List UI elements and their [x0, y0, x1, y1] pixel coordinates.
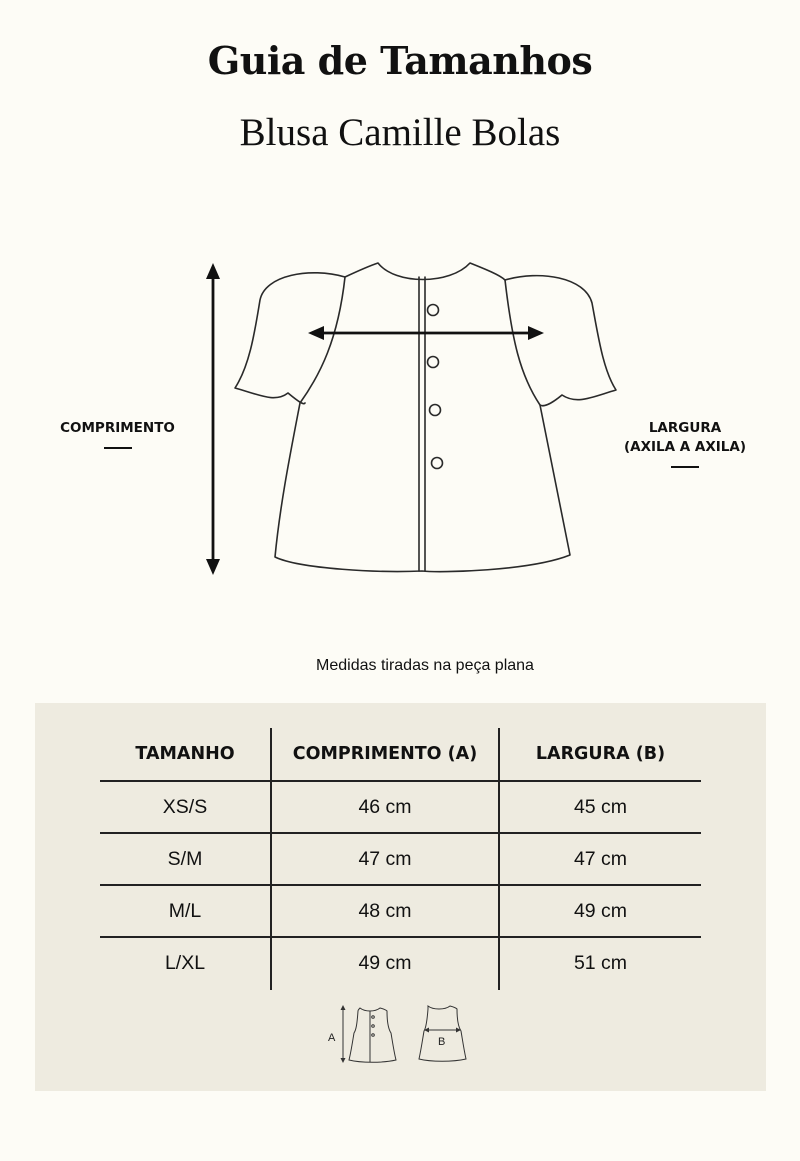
- row-2-width: 47 cm: [573, 848, 628, 870]
- row-2-length: 47 cm: [358, 848, 412, 870]
- row-4-size: L/XL: [164, 952, 206, 974]
- blouse-left-sleeve: [235, 273, 345, 404]
- length-label-text: COMPRIMENTO: [60, 420, 175, 436]
- blouse-illustration: [200, 255, 620, 585]
- length-arrow-head-bottom: [206, 559, 220, 575]
- row-4-length: 49 cm: [358, 952, 412, 974]
- page-title: Guia de Tamanhos: [207, 38, 593, 83]
- width-label-line1: LARGURA: [648, 420, 722, 436]
- width-label-line2: (AXILA A AXILA): [623, 439, 747, 455]
- row-3-length: 48 cm: [358, 900, 412, 922]
- button-3: [430, 405, 441, 416]
- row-1-length: 46 cm: [358, 796, 412, 818]
- header-length: COMPRIMENTO (A): [292, 744, 478, 764]
- length-label-dash: [104, 447, 132, 449]
- width-label-dash: [671, 466, 699, 468]
- mini-blouse-b: [419, 1006, 466, 1061]
- product-name: Blusa Camille Bolas: [239, 111, 561, 154]
- width-arrow-head-right: [528, 326, 544, 340]
- blouse-body: [275, 263, 570, 572]
- mini-label-a: A: [328, 1032, 336, 1044]
- width-arrow-head-left: [308, 326, 324, 340]
- size-table-panel: [35, 703, 766, 1091]
- header-size: TAMANHO: [135, 744, 235, 764]
- mini-label-b: B: [438, 1036, 446, 1048]
- row-1-size: XS/S: [162, 796, 208, 818]
- measurement-note: Medidas tiradas na peça plana: [316, 657, 534, 674]
- row-4-width: 51 cm: [573, 952, 628, 974]
- button-1: [428, 305, 439, 316]
- length-label: [40, 419, 195, 449]
- blouse-right-sleeve: [505, 276, 616, 406]
- width-label: [610, 419, 760, 468]
- size-table: [100, 728, 701, 990]
- button-4: [432, 458, 443, 469]
- mini-measurement-diagram: [323, 1000, 473, 1070]
- row-1-width: 45 cm: [573, 796, 628, 818]
- button-2: [428, 357, 439, 368]
- row-3-width: 49 cm: [573, 900, 628, 922]
- row-3-size: M/L: [168, 900, 202, 922]
- row-2-size: S/M: [167, 848, 203, 870]
- header-width: LARGURA (B): [535, 744, 666, 764]
- length-arrow-head-top: [206, 263, 220, 279]
